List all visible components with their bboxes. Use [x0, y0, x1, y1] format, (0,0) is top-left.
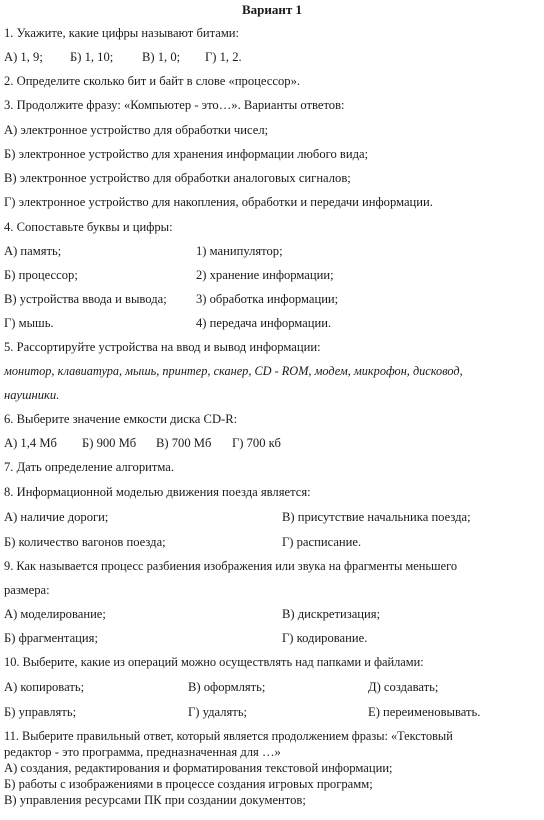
q11-option-b: Б) работы с изображениями в процессе создания игровых программ; — [4, 777, 373, 791]
q9-option-b: Б) фрагментация; — [4, 631, 98, 645]
q1-option-c: В) 1, 0; — [142, 50, 181, 64]
q8-option-c: В) присутствие начальника поезда; — [282, 510, 471, 524]
q4-text: 4. Сопоставьте буквы и цифры: — [4, 220, 173, 234]
q5-devices-line2: наушники. — [4, 388, 60, 402]
page-title: Вариант 1 — [241, 2, 303, 17]
q1-text: 1. Укажите, какие цифры называют битами: — [4, 26, 240, 40]
q1-option-a: А) 1, 9; — [4, 50, 43, 64]
q7-text: 7. Дать определение алгоритма. — [4, 460, 174, 474]
q8-option-a: А) наличие дороги; — [4, 510, 109, 524]
q10-option-f: Е) переименовывать. — [368, 705, 481, 719]
q6-option-b: Б) 900 Мб — [82, 436, 137, 450]
q6-option-c: В) 700 Мб — [156, 436, 212, 450]
q11-option-a: А) создания, редактирования и форматирования текстовой информации; — [4, 761, 393, 775]
q1-option-d: Г) 1, 2. — [205, 50, 242, 64]
q5-devices-line1: монитор, клавиатура, мышь, принтер, сканер, CD - ROM, модем, микрофон, дисковод, — [4, 364, 463, 378]
q5-text: 5. Рассортируйте устройства на ввод и вывод информации: — [4, 340, 321, 354]
q10-option-d: Г) удалять; — [188, 705, 248, 719]
q10-option-b: Б) управлять; — [4, 705, 77, 719]
q4-left-c: В) устройства ввода и вывода; — [4, 292, 167, 306]
q10-text: 10. Выберите, какие из операций можно осуществлять над папками и файлами: — [4, 655, 424, 669]
q10-option-e: Д) создавать; — [368, 680, 439, 694]
q11-text-line2: редактор - это программа, предназначенная для …» — [4, 745, 281, 759]
q1-option-b: Б) 1, 10; — [70, 50, 114, 64]
q3-option-c: В) электронное устройство для обработки аналоговых сигналов; — [4, 171, 351, 185]
q9-option-a: А) моделирование; — [4, 607, 106, 621]
q9-text-line2: размера: — [4, 583, 50, 597]
q6-text: 6. Выберите значение емкости диска CD-R: — [4, 412, 238, 426]
q11-option-c: В) управления ресурсами ПК при создании документов; — [4, 793, 306, 807]
q9-option-c: В) дискретизация; — [282, 607, 381, 621]
q4-left-b: Б) процессор; — [4, 268, 78, 282]
q3-option-b: Б) электронное устройство для хранения информации любого вида; — [4, 147, 369, 161]
q3-text: 3. Продолжите фразу: «Компьютер - это…». Варианты ответов: — [4, 98, 345, 112]
q6-option-d: Г) 700 кб — [232, 436, 281, 450]
q10-option-a: А) копировать; — [4, 680, 85, 694]
q11-text-line1: 11. Выберите правильный ответ, который является продолжением фразы: «Текстовый — [4, 729, 453, 743]
q9-text-line1: 9. Как называется процесс разбиения изображения или звука на фрагменты меньшего — [4, 559, 458, 573]
q4-right-3: 3) обработка информации; — [196, 292, 339, 306]
q10-option-c: В) оформлять; — [188, 680, 266, 694]
q3-option-d: Г) электронное устройство для накопления, обработки и передачи информации. — [4, 195, 433, 209]
q4-right-4: 4) передача информации. — [196, 316, 332, 330]
q4-right-2: 2) хранение информации; — [196, 268, 334, 282]
q6-option-a: А) 1,4 Мб — [4, 436, 57, 450]
q8-text: 8. Информационной моделью движения поезда является: — [4, 485, 311, 499]
q8-option-d: Г) расписание. — [282, 535, 362, 549]
q8-option-b: Б) количество вагонов поезда; — [4, 535, 166, 549]
q9-option-d: Г) кодирование. — [282, 631, 368, 645]
q4-left-d: Г) мышь. — [4, 316, 54, 330]
q4-right-1: 1) манипулятор; — [196, 244, 283, 258]
q3-option-a: А) электронное устройство для обработки чисел; — [4, 123, 269, 137]
q2-text: 2. Определите сколько бит и байт в слове «процессор». — [4, 74, 301, 88]
q4-left-a: А) память; — [4, 244, 62, 258]
